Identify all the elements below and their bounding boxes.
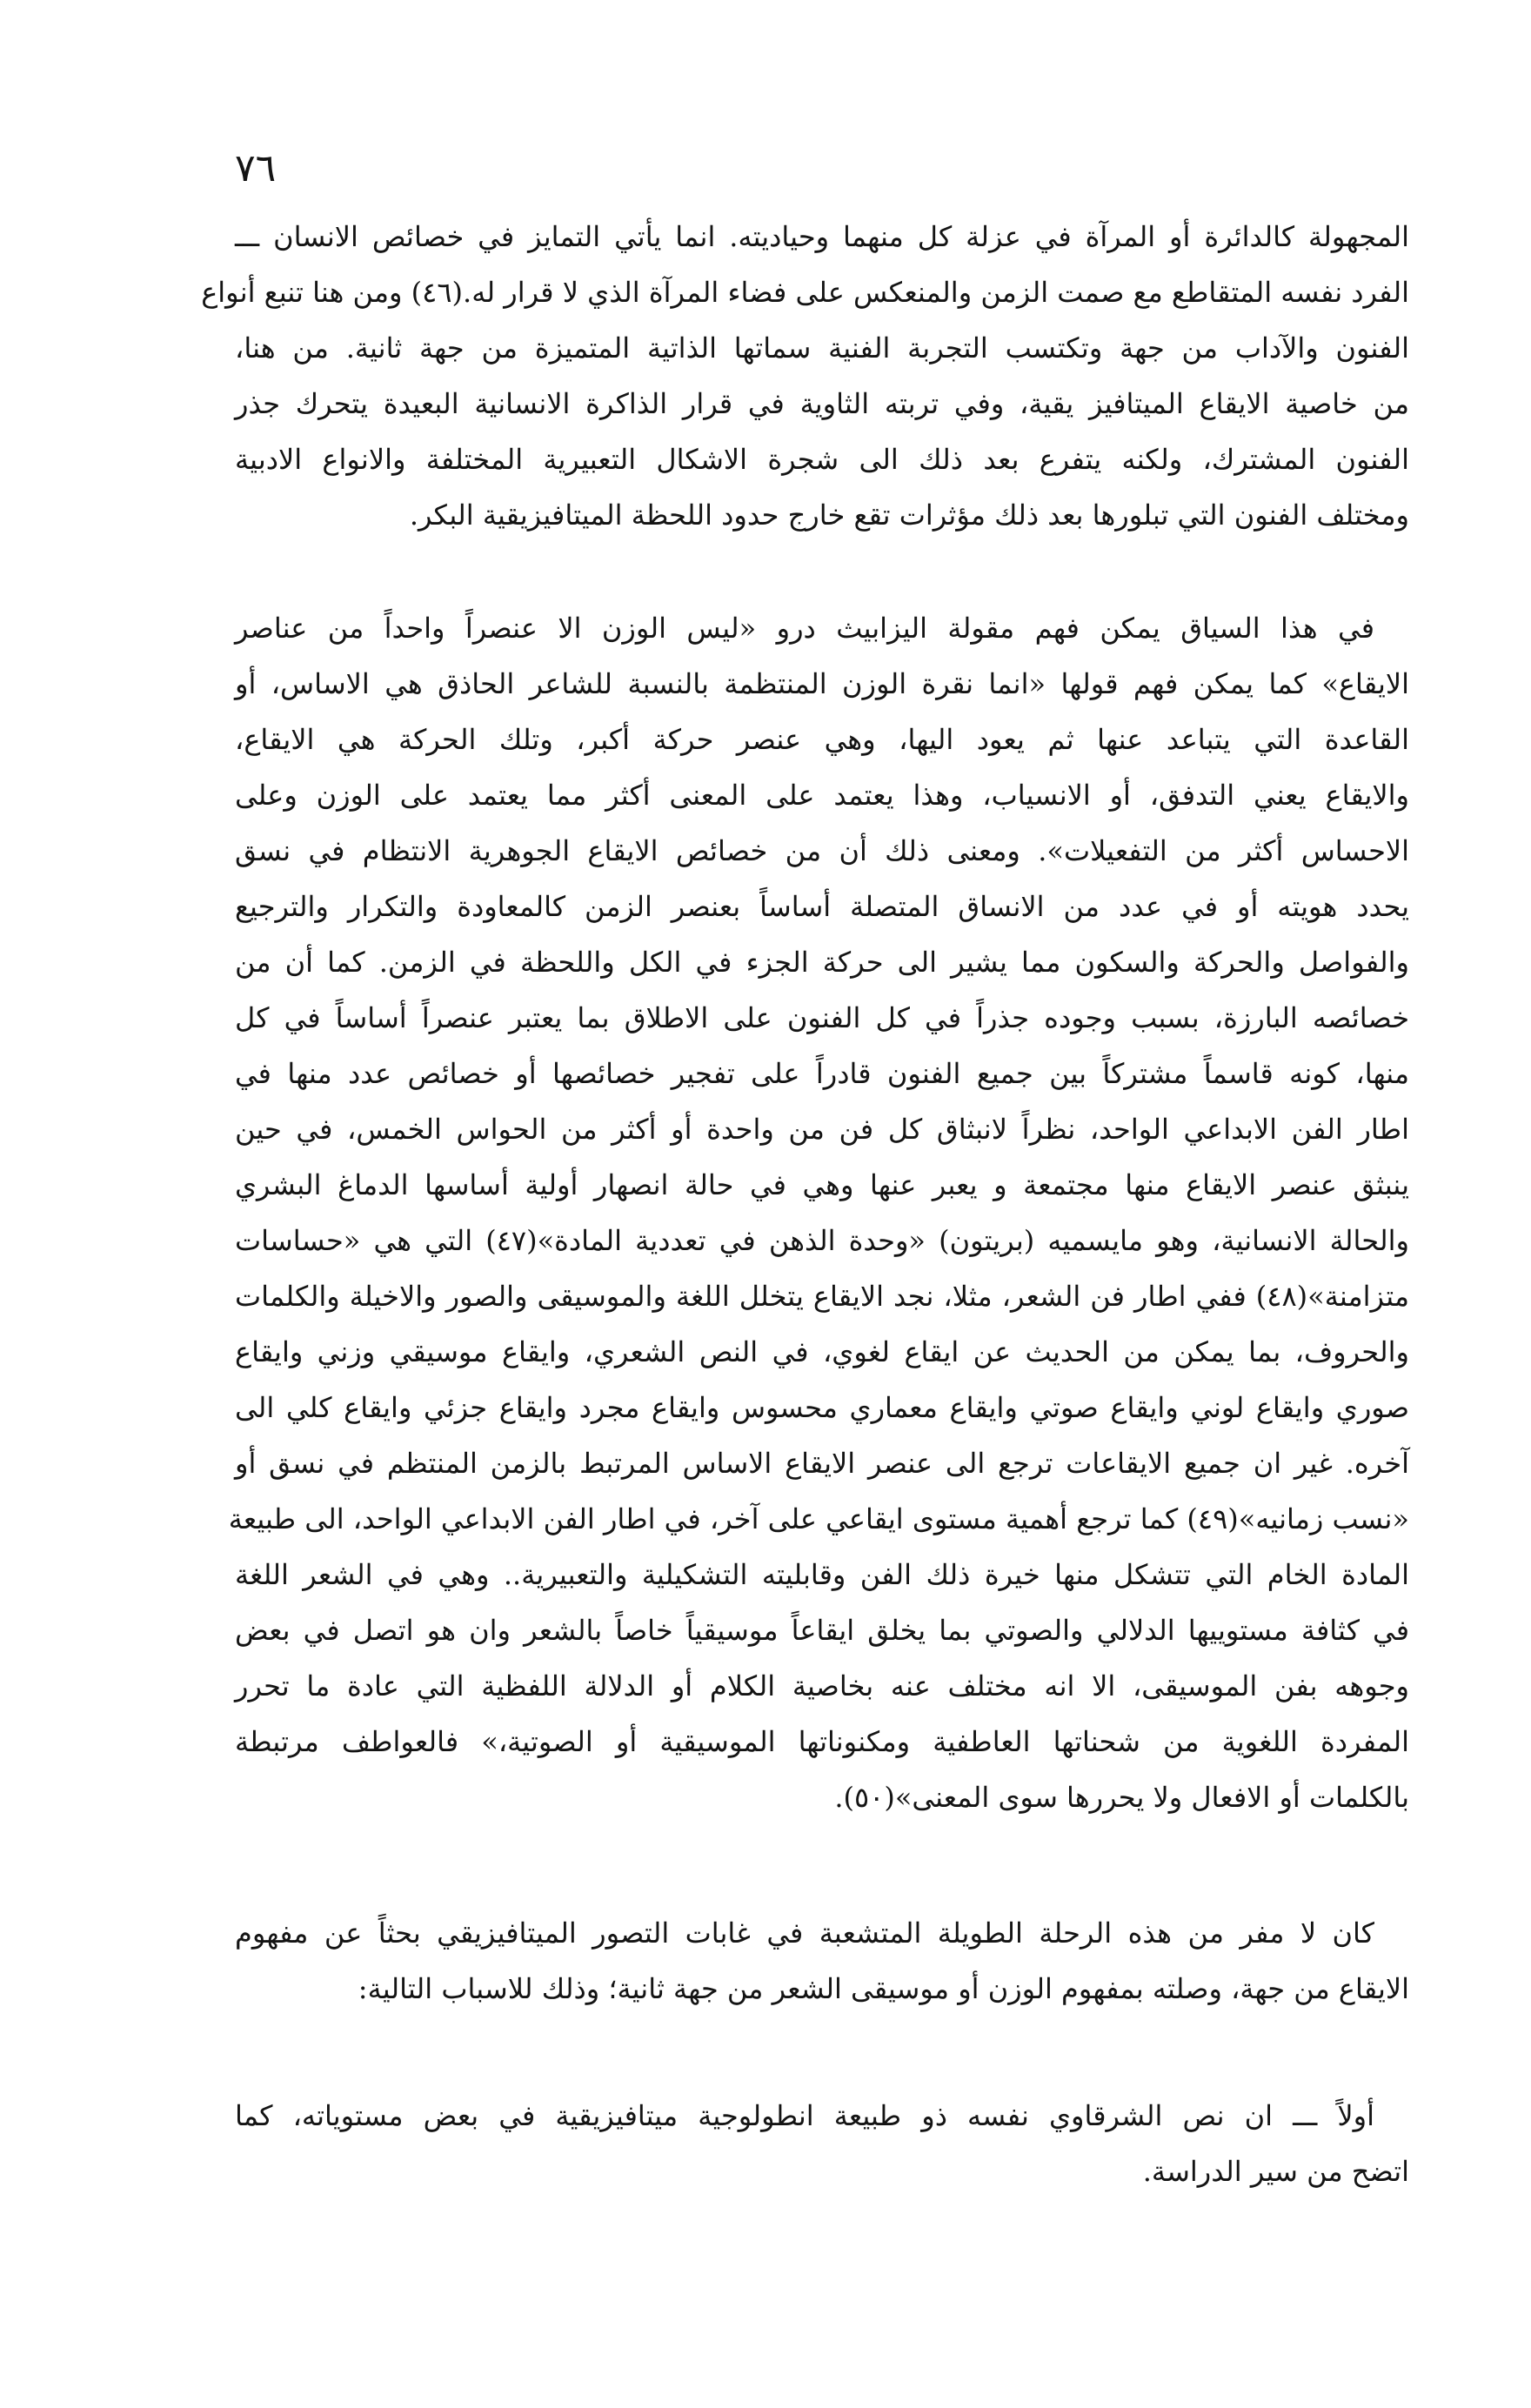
page-number: ٧٦ xyxy=(235,146,277,191)
text-line: آخره. غير ان جميع الايقاعات ترجع الى عنصر الايقاع الاساس المرتبط بالزمن المنتظم في نسق أو xyxy=(235,1447,1409,1480)
text-line: الفنون المشترك، ولكنه يتفرع بعد ذلك الى شجرة الاشكال التعبيرية المختلفة والانواع الادبية xyxy=(235,443,1409,476)
text-line: في هذا السياق يمكن فهم مقولة اليزابيث درو «ليس الوزن الا عنصراً واحداً من عناصر xyxy=(235,612,1375,645)
text-line: الايقاع من جهة، وصلته بمفهوم الوزن أو موسيقى الشعر من جهة ثانية؛ وذلك للاسباب التالية: xyxy=(358,1972,1409,2005)
text-line: اتضح من سير الدراسة. xyxy=(1142,2155,1409,2188)
text-line: المفردة اللغوية من شحناتها العاطفية ومكنوناتها الموسيقية أو الصوتية،» فالعواطف مرتبطة xyxy=(235,1725,1409,1758)
text-line: والحروف، بما يمكن من الحديث عن ايقاع لغوي، في النص الشعري، وايقاع موسيقي وزني وايقاع xyxy=(235,1335,1409,1368)
text-line: خصائصه البارزة، بسبب وجوده جذراً في كل الفنون على الاطلاق بما يعتبر عنصراً أساساً في كل xyxy=(235,1001,1410,1034)
text-line: القاعدة التي يتباعد عنها ثم يعود اليها، وهي عنصر حركة أكبر، وتلك الحركة هي الايقاع، xyxy=(235,723,1409,756)
paragraph-2 xyxy=(228,600,1410,1825)
paragraph-1 xyxy=(201,209,1410,543)
text-line: من خاصية الايقاع الميتافيز يقية، وفي تربته الثاوية في قرار الذاكرة الانسانية البعيدة يتحرك جذر xyxy=(235,387,1410,420)
text-line: «نسب زمانيه»(٤٩) كما ترجع أهمية مستوى ايقاعي على آخر، في اطار الفن الابداعي الواحد، الى طبيعة xyxy=(228,1502,1409,1535)
text-line: الاحساس أكثر من التفعيلات». ومعنى ذلك أن من خصائص الايقاع الجوهرية الانتظام في نسق xyxy=(235,834,1409,867)
text-line: متزامنة»(٤٨) ففي اطار فن الشعر، مثلا، نجد الايقاع يتخلل اللغة والموسيقى والصور والاخيلة والكلمات xyxy=(235,1280,1409,1313)
text-line: كان لا مفر من هذه الرحلة الطويلة المتشعبة في غابات التصور الميتافيزيقي بحثاً عن مفهوم xyxy=(235,1916,1374,1950)
text-line: صوري وايقاع لوني وايقاع صوتي وايقاع معماري محسوس وايقاع مجرد وايقاع جزئي وايقاع كلي الى xyxy=(235,1391,1410,1424)
text-line: يحدد هويته أو في عدد من الانساق المتصلة أساساً بعنصر الزمن كالمعاودة والتكرار والترجيع xyxy=(235,890,1410,923)
text-line: ومختلف الفنون التي تبلورها بعد ذلك مؤثرات تقع خارج حدود اللحظة الميتافيزيقية البكر. xyxy=(409,498,1409,532)
text-line: والايقاع يعني التدفق، أو الانسياب، وهذا يعتمد على المعنى أكثر مما يعتمد على الوزن وعلى xyxy=(235,779,1409,812)
paragraph-3 xyxy=(235,1905,1409,2017)
text-line: منها، كونه قاسماً مشتركاً بين جميع الفنون قادراً على تفجير خصائصها أو خصائص عدد منها في xyxy=(235,1057,1409,1090)
text-line: الايقاع» كما يمكن فهم قولها «انما نقرة الوزن المنتظمة بالنسبة للشاعر الحاذق هي الاساس، أو xyxy=(235,667,1410,700)
text-line: والحالة الانسانية، وهو مايسميه (بريتون) «وحدة الذهن في تعددية المادة»(٤٧) التي هي «حساسات xyxy=(235,1224,1410,1257)
text-line: المادة الخام التي تتشكل منها خيرة ذلك الفن وقابليته التشكيلية والتعبيرية.. وهي في الشعر اللغة xyxy=(235,1558,1409,1591)
text-line: أولاً ـــ ان نص الشرقاوي نفسه ذو طبيعة انطولوجية ميتافيزيقية في بعض مستوياته، كما xyxy=(235,2099,1374,2132)
text-line: اطار الفن الابداعي الواحد، نظراً لانبثاق كل فن من واحدة أو أكثر من الحواس الخمس، في حين xyxy=(235,1113,1409,1146)
paragraph-4 xyxy=(235,2088,1409,2199)
text-line: الفرد نفسه المتقاطع مع صمت الزمن والمنعكس على فضاء المرآة الذي لا قرار له.(٤٦) ومن هنا تنبع أنواع xyxy=(201,276,1409,309)
text-line: الفنون والآداب من جهة وتكتسب التجربة الفنية سماتها الذاتية المتميزة من جهة ثانية. من هنا، xyxy=(235,331,1409,365)
text-line: والفواصل والحركة والسكون مما يشير الى حركة الجزء في الكل واللحظة في الزمن. كما أن من xyxy=(235,946,1409,979)
text-line: ينبثق عنصر الايقاع منها مجتمعة و يعبر عنها وهي في حالة انصهار أولية أساسها الدماغ البشري xyxy=(235,1168,1409,1201)
text-line: بالكلمات أو الافعال ولا يحررها سوى المعنى»(٥٠). xyxy=(834,1781,1409,1814)
text-line: في كثافة مستوييها الدلالي والصوتي بما يخلق ايقاعاً موسيقياً خاصاً بالشعر وان هو اتصل في بعض xyxy=(235,1614,1410,1647)
text-line: وجوهه بفن الموسيقى، الا انه مختلف عنه بخاصية الكلام أو الدلالة اللفظية التي عادة ما تحرر xyxy=(235,1669,1410,1702)
text-line: المجهولة كالدائرة أو المرآة في عزلة كل منهما وحياديته. انما يأتي التمايز في خصائص الانسان ـــ xyxy=(235,220,1409,253)
